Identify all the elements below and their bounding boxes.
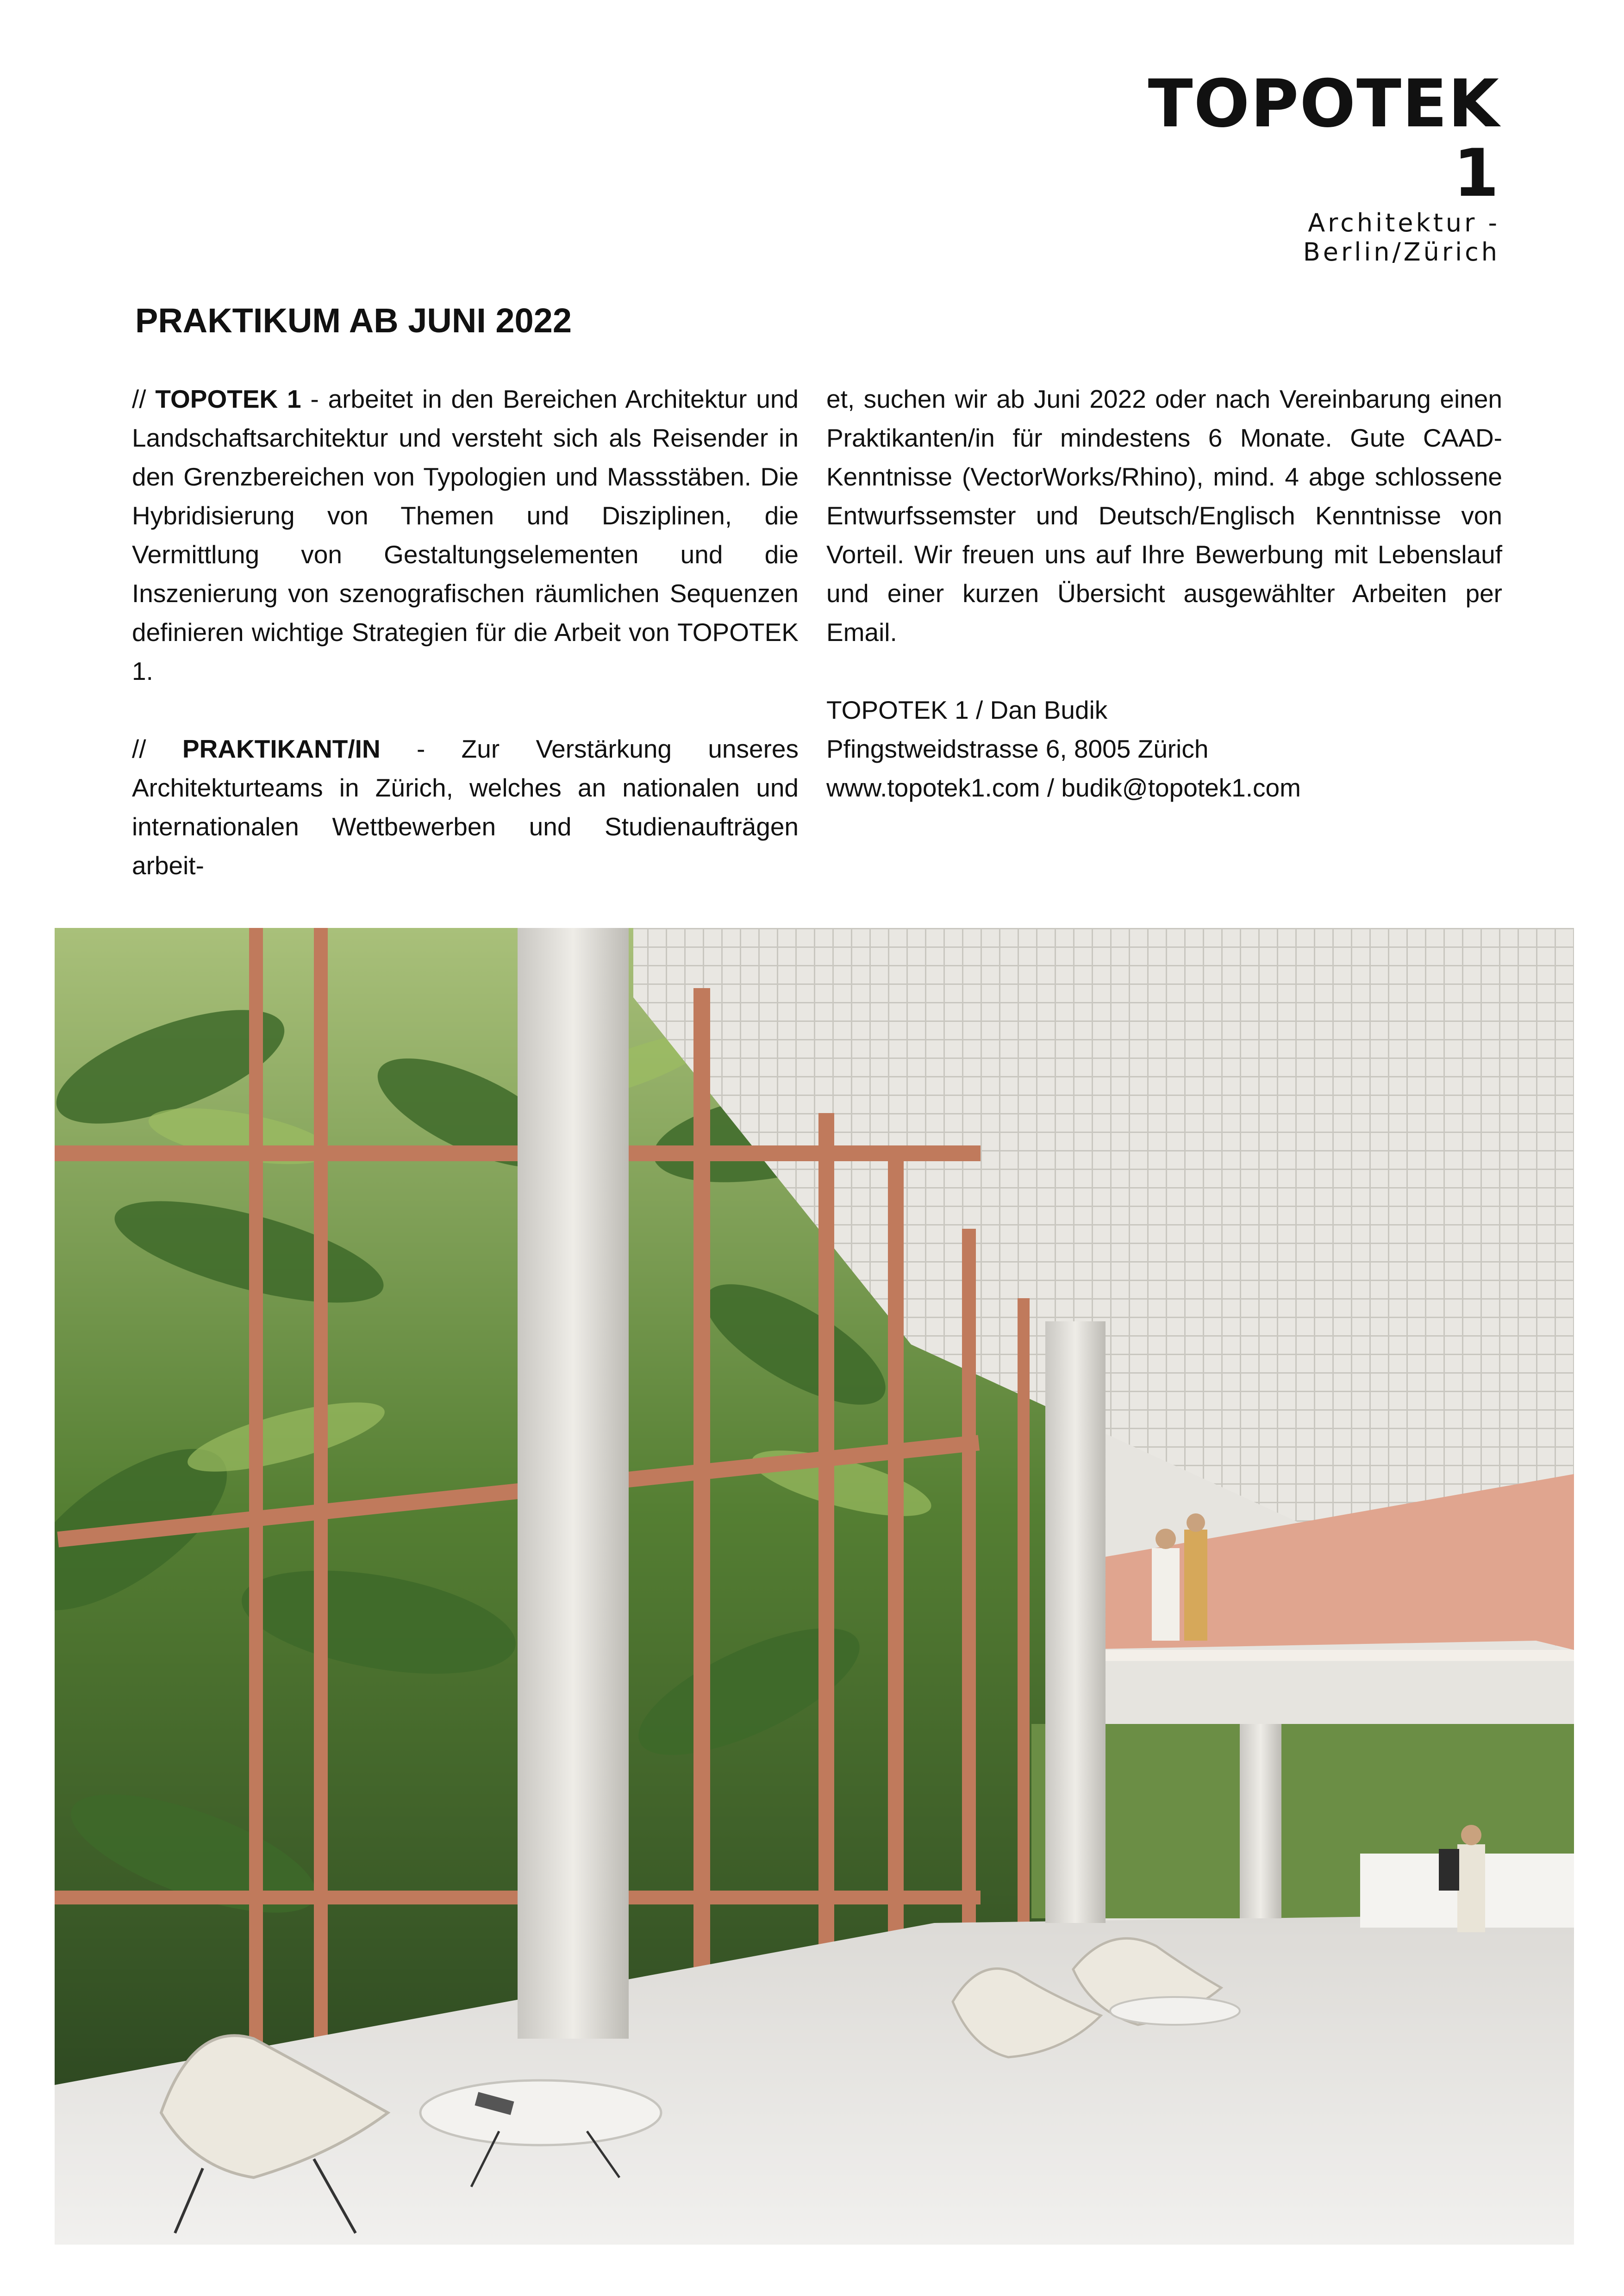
intro-prefix: // (132, 385, 156, 413)
atrium-rendering (55, 928, 1574, 2245)
contact-web-email: www.topotek1.com / budik@topotek1.com (826, 773, 1301, 802)
intro-paragraph (132, 380, 799, 691)
company-logo (1111, 66, 1500, 267)
page-title: PRAKTIKUM AB JUNI 2022 (135, 301, 572, 340)
atrium-illustration (55, 928, 1574, 2245)
main-column (518, 928, 629, 2039)
position-highlight: PRAKTIKANT/IN (182, 734, 381, 763)
intro-text: - arbeitet in den Bereichen Architektur und Landschaftsarchitektur und versteht sich als Reisender in den Grenzbereichen von Typologien und Massstäben. Die Hybridisierung von Themen und Disziplinen, die Vermittlung von Gestaltungselementen und die Inszenierung von szenografischen räumlichen Sequenzen definieren wichtige Strategien für die Arbeit von TOPOTEK 1. (132, 385, 799, 685)
contact-address: Pfingstweidstrasse 6, 8005 Zürich (826, 734, 1209, 763)
rear-column (1045, 1321, 1106, 1923)
far-column (1240, 1724, 1281, 1918)
contact-block (826, 691, 1502, 807)
logo-name: TOPOTEK 1 (1148, 66, 1500, 212)
position-text: - Zur Verstärkung unseres Architekturteams in Zürich, welches an nationalen und internationalen Wettbewerben und Studienaufträgen arbeit- (132, 734, 799, 880)
intro-highlight: TOPOTEK 1 (155, 385, 301, 413)
right-column (826, 380, 1502, 807)
position-paragraph (132, 729, 799, 885)
contact-name: TOPOTEK 1 / Dan Budik (826, 696, 1108, 724)
logo-subtitle: Architektur - Berlin/Zürich (1303, 208, 1500, 267)
left-column (132, 380, 799, 924)
position-prefix: // (132, 734, 182, 763)
continuation-paragraph: et, suchen wir ab Juni 2022 oder nach Vereinbarung einen Praktikanten/in für mindestens 6 Monate. Gute CAAD-Kenntnisse (VectorWorks/Rhino), mind. 4 abge schlossene Entwurfssemster und Deutsch/Englisch Kenntnisse von Vorteil. Wir freuen uns auf Ihre Bewerbung mit Lebenslauf und einer kurzen Übersicht ausgewählter Arbeiten per Email. (826, 385, 1502, 647)
